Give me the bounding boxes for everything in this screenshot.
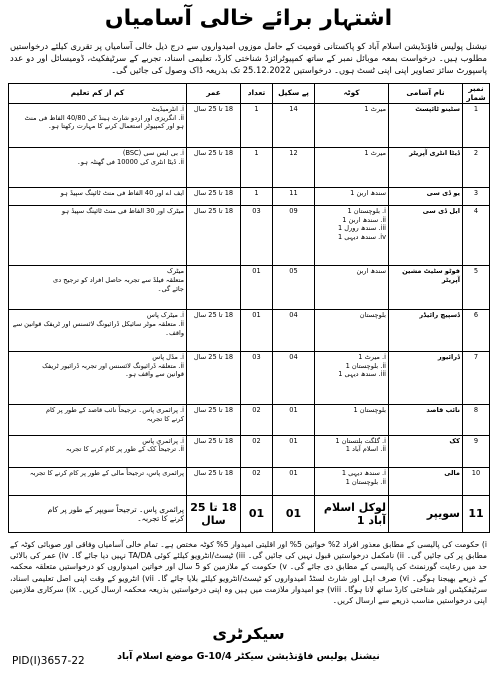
cell-qualification [9, 495, 187, 532]
qualification-line: ایف اے اور 40 الفاظ فی منٹ ٹائپنگ سپیڈ ہو [60, 188, 184, 197]
quota-line: ii. بلوچستان 1 [345, 361, 386, 370]
qualification-line: i. پرائمری پاس [142, 436, 184, 445]
cell-sr: 5 [463, 266, 490, 310]
quota-line: بلوچستان 1 [353, 406, 386, 415]
cell-sr: 9 [463, 435, 490, 467]
cell-post-name: ڈرائیور [389, 352, 463, 405]
qualification-line: واقف۔ [165, 328, 184, 337]
cell-count: 03 [241, 206, 273, 266]
cell-post-name: ڈیٹا انٹری آپریٹر [389, 148, 463, 187]
header-count: تعداد [241, 84, 273, 104]
cell-quota [315, 187, 389, 206]
page-title: اشتہار برائے خالی آسامیاں [104, 6, 393, 31]
cell-sr: 3 [463, 187, 490, 206]
cell-pay-scale: 12 [273, 148, 315, 187]
header-post: نام آسامی [389, 84, 463, 104]
cell-post-name: کک [389, 435, 463, 467]
cell-quota [315, 352, 389, 405]
cell-age [187, 266, 241, 310]
cell-pay-scale: 01 [273, 495, 315, 532]
cell-quota [315, 405, 389, 435]
cell-age: 18 تا 25 سال [187, 148, 241, 187]
cell-count: 01 [241, 310, 273, 352]
cell-age: 18 تا 25 سال [187, 104, 241, 148]
cell-post-name: مالی [389, 468, 463, 496]
table-row [9, 495, 490, 532]
cell-count: 02 [241, 405, 273, 435]
quota-line: ii. سندھ اربن 1 [342, 215, 386, 224]
cell-count: 01 [241, 266, 273, 310]
table-row [9, 310, 490, 352]
cell-qualification [9, 352, 187, 405]
cell-qualification [9, 405, 187, 435]
cell-sr: 11 [463, 495, 490, 532]
header-quota: کوٹہ [315, 84, 389, 104]
header-age: عمر [187, 84, 241, 104]
qualification-line: ii. انگریزی اور اردو شارٹ ہینڈ کی 40/80 الفاظ فی منٹ [24, 113, 184, 122]
cell-pay-scale: 04 [273, 352, 315, 405]
cell-age: 18 تا 25 سال [187, 187, 241, 206]
cell-age: 18 تا 25 سال [187, 495, 241, 532]
quota-line: iii. سندھ دیہی 1 [338, 370, 386, 379]
cell-post-name: سویپر [389, 495, 463, 532]
cell-count: 1 [241, 148, 273, 187]
table-row [9, 352, 490, 405]
table-row [9, 405, 490, 435]
vacancies-table [8, 83, 490, 533]
quota-line: ii. اسلام آباد 1 [345, 445, 386, 454]
signatory-title: سیکرٹری [212, 624, 285, 643]
pid-number: PID(I)3657-22 [12, 655, 85, 667]
qualification-line: i. بی ایس سی (BSC) [122, 149, 184, 158]
quota-line: سندھ اربن [356, 267, 386, 276]
qualification-line: ii. ترجیحاً کک کے طور پر کام کرنے کا تجربہ [65, 445, 184, 454]
cell-pay-scale: 01 [273, 435, 315, 467]
qualification-line: ii. متعلقہ موٹر سائیکل ڈرائیونگ لائسنس اور ٹریفک قوانین سے [12, 320, 184, 329]
quota-line: سندھ اربن 1 [350, 188, 386, 197]
qualification-line: ii. متعلقہ ڈرائیونگ لائسنس اور تجربہ ڈرائیور ٹریفک [42, 361, 184, 370]
table-row [9, 468, 490, 496]
quota-line: iv. سندھ دیہی 1 [337, 232, 386, 241]
header-qualification: کم از کم تعلیم [9, 84, 187, 104]
quota-line: i. گلگت بلتستان 1 [335, 436, 386, 445]
qualification-line: i. انٹرمیڈیٹ [151, 105, 184, 114]
qualification-line: ہو اور کمپیوٹر استعمال کرنے کا مہارت رکھتا ہو۔ [47, 122, 184, 131]
cell-pay-scale: 14 [273, 104, 315, 148]
qualification-line: قوانین سے واقف ہو۔ [124, 370, 184, 379]
cell-count: 1 [241, 187, 273, 206]
cell-count: 1 [241, 104, 273, 148]
cell-age: 18 تا 25 سال [187, 468, 241, 496]
quota-line: میرٹ 1 [364, 149, 386, 158]
header-sr: نمبر شمار [463, 84, 490, 104]
quota-line: i. میرٹ 1 [358, 353, 386, 362]
qualification-line: میٹرک اور 30 الفاظ فی منٹ ٹائپنگ سپیڈ ہو [61, 207, 184, 216]
cell-qualification [9, 206, 187, 266]
quota-line: i. سندھ دیہی 1 [341, 469, 386, 477]
cell-sr: 8 [463, 405, 490, 435]
cell-count: 02 [241, 468, 273, 496]
cell-sr: 6 [463, 310, 490, 352]
cell-count: 02 [241, 435, 273, 467]
quota-line: بلوچستان [359, 311, 386, 320]
cell-count: 01 [241, 495, 273, 532]
table-row [9, 435, 490, 467]
cell-post-name: ڈسپیچ رائیڈر [389, 310, 463, 352]
cell-pay-scale: 05 [273, 266, 315, 310]
signatory-address: نیشنل پولیس فاؤنڈیشن سیکٹر G-10/4 موضع اسلام آباد [117, 651, 380, 662]
cell-qualification [9, 187, 187, 206]
table-row [9, 206, 490, 266]
cell-sr: 2 [463, 148, 490, 187]
intro-paragraph: نیشنل پولیس فاؤنڈیشن اسلام آباد کو پاکستانی قومیت کے حامل موزوں امیدواروں سے درج ذیل خالی آسامیاں پر تقرری کیلئے درخواستیں مطلوب ہیں۔ درخواست بمعہ موبائل نمبر کے ساتھ کمپیوٹرائزڈ شناختی کارڈ، تعلیمی اسناد، تجربے کے سرٹیفکیٹ، ڈومیسائل اور دو عدد پاسپورٹ سائز تصاویر اپنی اپنی ٹسٹ ہوں۔ درخواستیں 25.12.2022 تک بذریعہ ڈاک وصول کی جائیں گی۔ [10, 41, 487, 75]
cell-qualification [9, 435, 187, 467]
table-row [9, 187, 490, 206]
cell-age: 18 تا 25 سال [187, 352, 241, 405]
qualification-line: کرنے کا تجربہ [146, 415, 184, 424]
cell-age: 18 تا 25 سال [187, 206, 241, 266]
cell-pay-scale: 01 [273, 405, 315, 435]
table-header-row [9, 84, 490, 104]
qualification-line: پرائمری پاس۔ ترجیحاً سویپر کے طور پر کام [47, 504, 184, 514]
qualification-line: i. مڈل پاس [152, 353, 184, 362]
cell-age: 18 تا 25 سال [187, 310, 241, 352]
cell-quota [315, 310, 389, 352]
qualification-line: متعلقہ فیلڈ سے تجربہ حاصل افراد کو ترجیح دی [53, 275, 184, 284]
cell-qualification [9, 148, 187, 187]
cell-sr: 4 [463, 206, 490, 266]
qualification-line: i. پرائمری پاس۔ ترجیحاً نائب قاصد کے طور پر کام [45, 406, 184, 415]
cell-post-name: سٹینو ٹائپسٹ [389, 104, 463, 148]
cell-quota [315, 495, 389, 532]
quota-line: ii. بلوچستان 1 [345, 477, 386, 486]
table-row [9, 266, 490, 310]
cell-post-name: نائب قاصد [389, 405, 463, 435]
cell-post-name: یو ڈی سی [389, 187, 463, 206]
cell-pay-scale: 09 [273, 206, 315, 266]
terms-notes: i) حکومت کی پالیسی کے مطابق معذور افراد 2% خواتین 5% اور اقلیتی امیدوار 5% کوٹہ مختص ہے۔ تمام خالی آسامیاں وفاقی اور صوبائی کوٹہ کے مطابق پر کی جائیں گی۔ ii) نامکمل درخواستیں قبول نہیں کی جائیں گی۔ iii) ٹیسٹ/انٹرویو کیلئے کوئی TA/DA نہیں دیا جائے گا۔ iv) عمر کی بالائی حد میں رعایت گورنمنٹ کی پالیسی کے مطابق دی جائے گی۔ v) حکومت کے ملازمین کو 5 سال اور خواتین امیدواروں کو درخواستیں متعلقہ محکمہ کے ذریعے بھیجنا ہوگی۔ vi) صرف اہل اور شارٹ لسٹڈ امیدواروں کو ٹیسٹ/انٹرویو کیلئے بلایا جائے گا۔ vii) انٹرویو کے وقت اپنی اصل تعلیمی اسناد، سرٹیفکیٹس اور شناختی کارڈ ساتھ لانا ہوگا۔ viii) جو امیدوار ملازمت میں ہیں وہ اپنی درخواستیں بذریعہ محکمہ ارسال کریں۔ ix) سرکاری ملازمین اپنی درخواستیں مناسب ذریعے سے ارسال کریں۔ [10, 540, 488, 606]
cell-post-name: ایل ڈی سی [389, 206, 463, 266]
cell-count: 03 [241, 352, 273, 405]
cell-quota [315, 468, 389, 496]
cell-quota [315, 206, 389, 266]
qualification-line: پرائمری پاس، ترجیحاً مالی کے طور پر کام کرنے کا تجربہ [29, 469, 184, 477]
qualification-line: جائے گی۔ [157, 284, 184, 293]
quota-line: i. بلوچستان 1 [347, 207, 386, 216]
cell-pay-scale: 01 [273, 468, 315, 496]
cell-pay-scale: 11 [273, 187, 315, 206]
cell-pay-scale: 04 [273, 310, 315, 352]
cell-qualification [9, 104, 187, 148]
cell-quota [315, 266, 389, 310]
header-scale: پے سکیل [273, 84, 315, 104]
cell-qualification [9, 310, 187, 352]
quota-line: iii. سندھ رورل 1 [337, 224, 386, 233]
cell-quota [315, 148, 389, 187]
cell-sr: 10 [463, 468, 490, 496]
cell-sr: 1 [463, 104, 490, 148]
cell-quota [315, 435, 389, 467]
quota-line: میرٹ 1 [364, 105, 386, 114]
qualification-line: کرنے کا تجربہ۔ [137, 513, 184, 523]
cell-age: 18 تا 25 سال [187, 405, 241, 435]
quota-line: لوکل اسلام آباد 1 [323, 500, 386, 527]
cell-sr: 7 [463, 352, 490, 405]
table-row [9, 148, 490, 187]
cell-post-name: فوٹو سٹیٹ مشین آپریٹر [389, 266, 463, 310]
cell-qualification [9, 468, 187, 496]
qualification-line: ii. ڈیٹا انٹری کی 10000 فی گھنٹہ ہو۔ [76, 157, 184, 166]
qualification-line: i. میٹرک پاس [146, 311, 184, 320]
cell-age: 18 تا 25 سال [187, 435, 241, 467]
cell-quota [315, 104, 389, 148]
cell-qualification [9, 266, 187, 310]
table-row [9, 104, 490, 148]
qualification-line: میٹرک [166, 267, 184, 276]
